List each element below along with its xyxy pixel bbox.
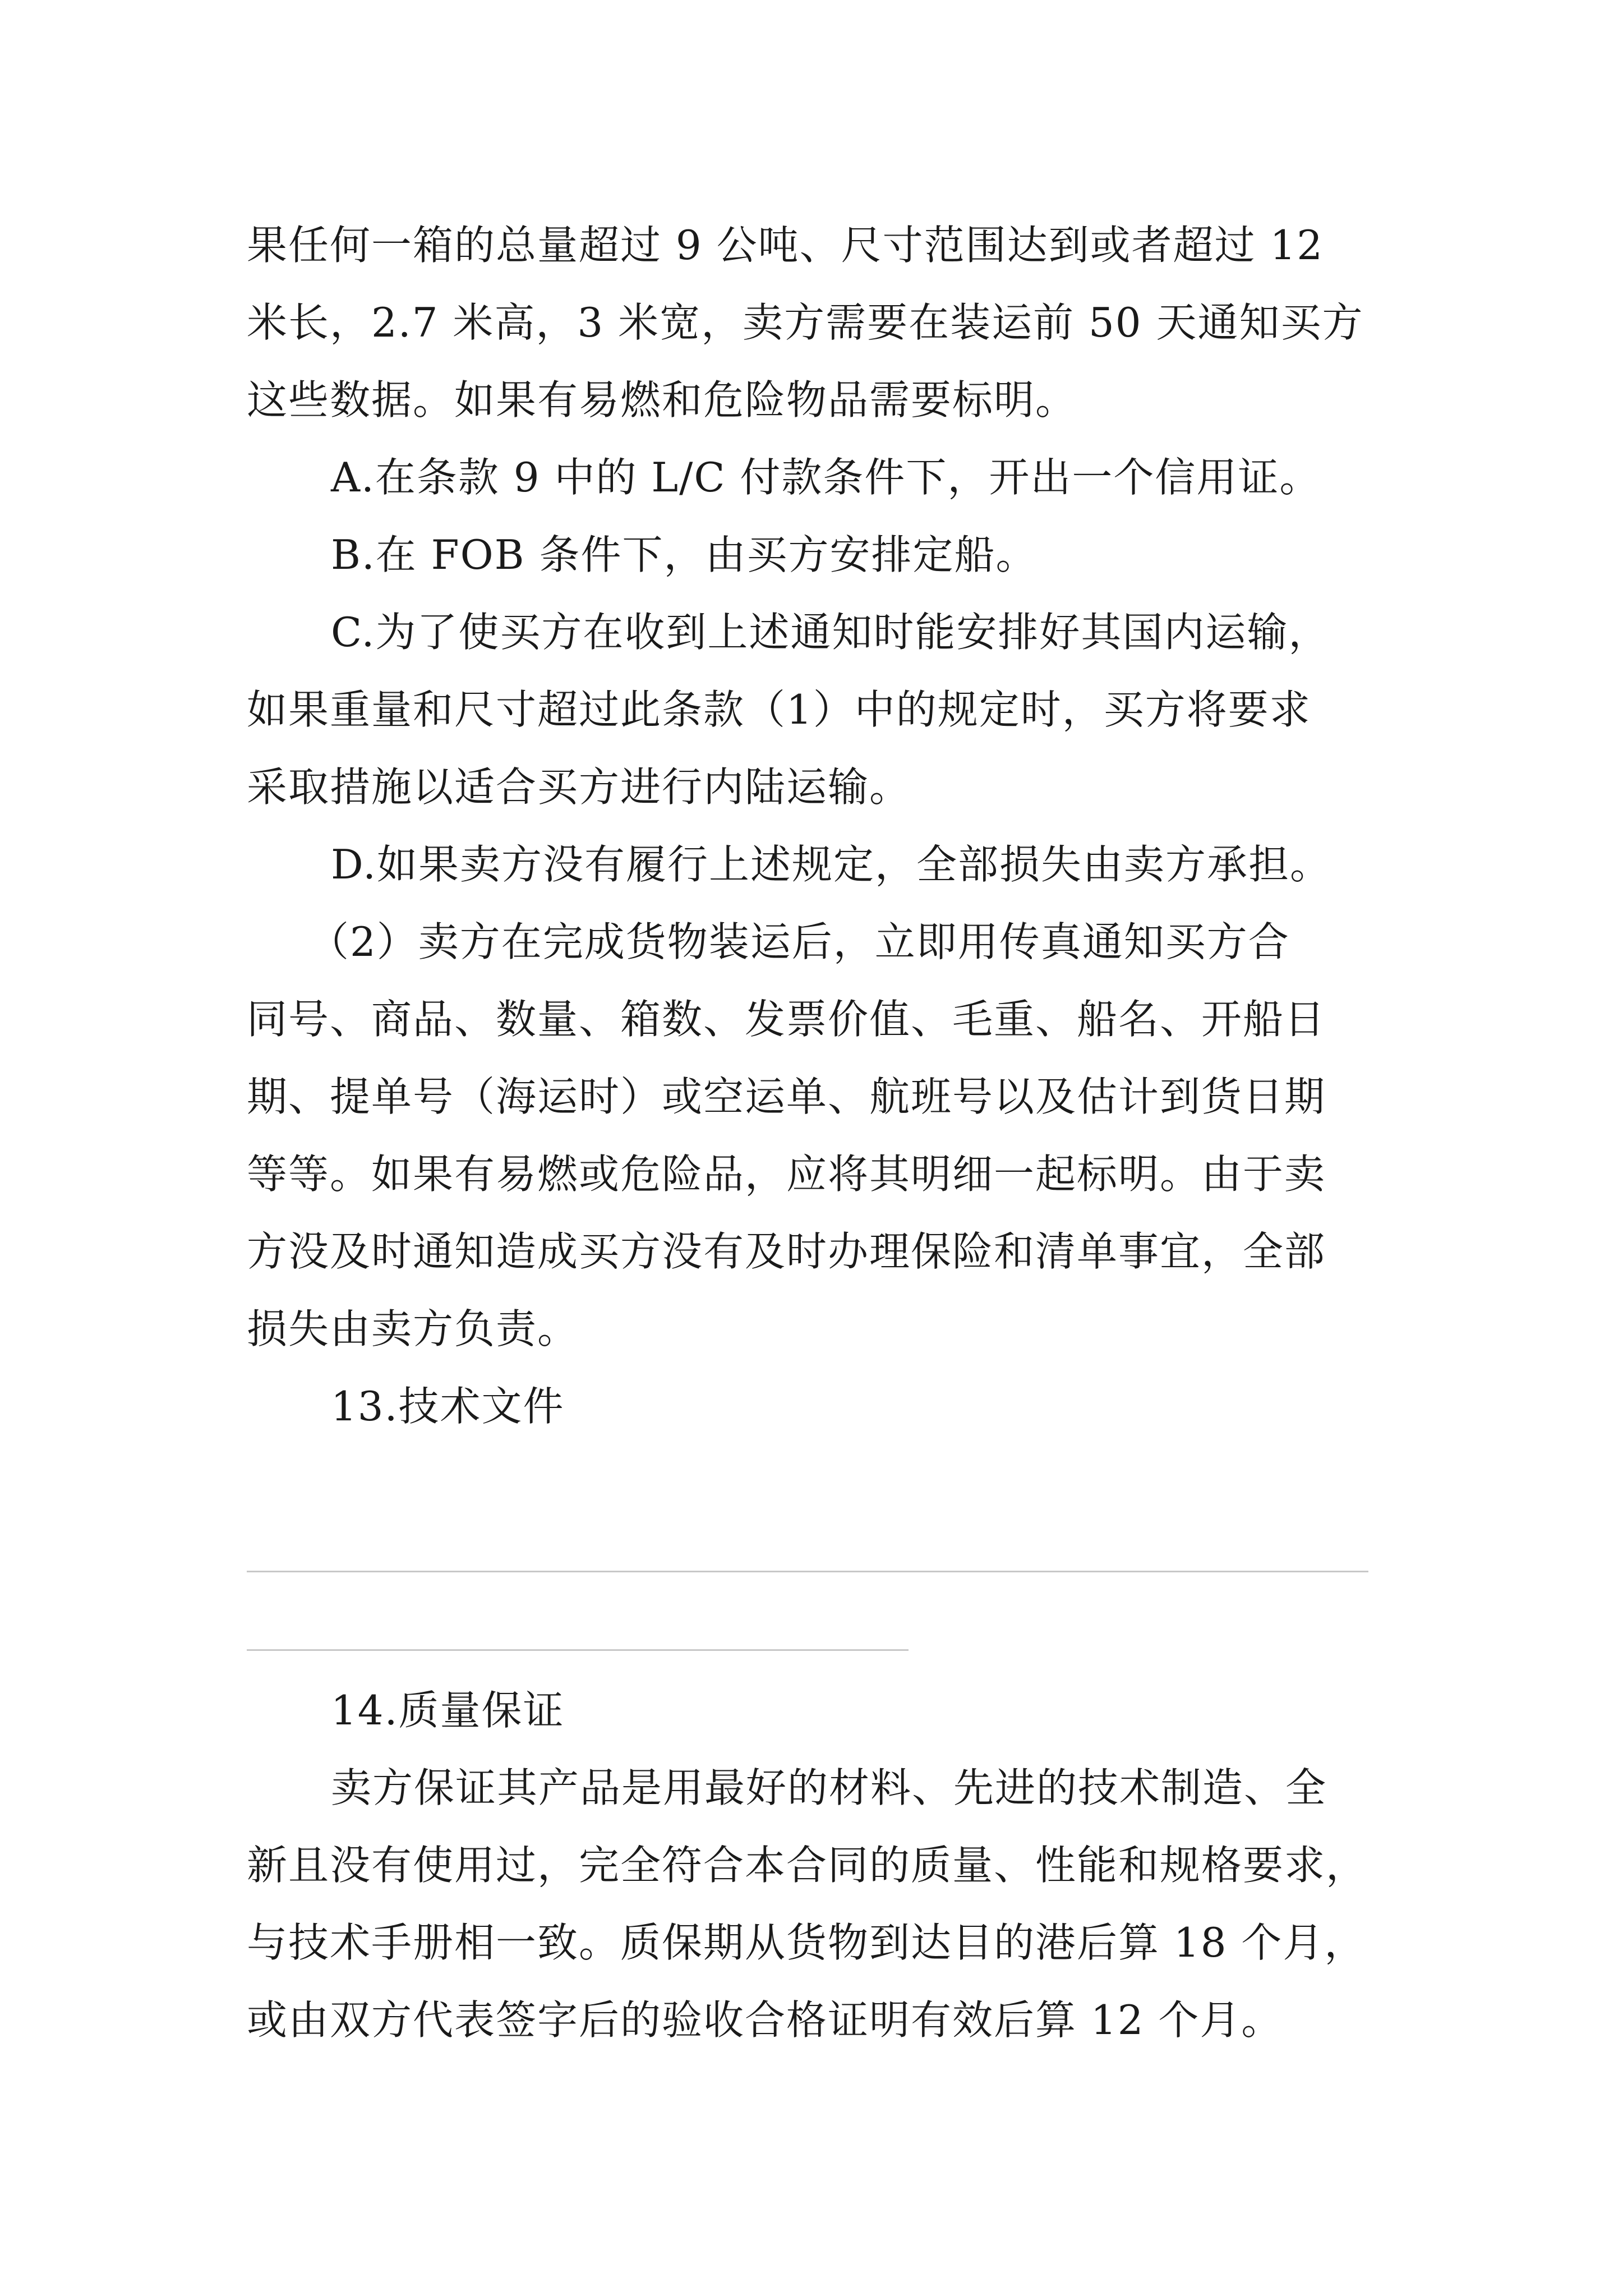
text-line: 损失由卖方负责。	[247, 1305, 579, 1352]
text-line: 或由双方代表签字后的验收合格证明有效后算 12 个月。	[247, 1996, 1283, 2044]
clause-d: D.如果卖方没有履行上述规定，全部损失由卖方承担。	[331, 841, 1332, 888]
section-heading-13: 13.技术文件	[331, 1383, 565, 1430]
text-line: 这些数据。如果有易燃和危险物品需要标明。	[247, 376, 1077, 424]
clause-2: （2）卖方在完成货物装运后，立即用传真通知买方合	[308, 918, 1290, 965]
text-line: 新且没有使用过，完全符合本合同的质量、性能和规格要求，	[247, 1842, 1368, 1889]
section-heading-14: 14.质量保证	[331, 1687, 565, 1734]
text-line: 等等。如果有易燃或危险品，应将其明细一起标明。由于卖	[247, 1151, 1326, 1198]
text-line: 同号、商品、数量、箱数、发票价值、毛重、船名、开船日	[247, 996, 1326, 1043]
clause-a: A.在条款 9 中的 L/C 付款条件下，开出一个信用证。	[331, 454, 1321, 501]
clause-c: C.为了使买方在收到上述通知时能安排好其国内运输，	[331, 609, 1330, 656]
clause-b: B.在 FOB 条件下，由买方安排定船。	[331, 531, 1038, 578]
text-line: 方没及时通知造成买方没有及时办理保险和清单事宜，全部	[247, 1228, 1326, 1275]
text-line: 采取措施以适合买方进行内陆运输。	[247, 763, 911, 811]
text-line: 如果重量和尺寸超过此条款（1）中的规定时，买方将要求	[247, 686, 1311, 733]
blank-fill-line	[247, 1571, 1368, 1572]
blank-fill-line	[247, 1649, 909, 1651]
text-line: 果任何一箱的总量超过 9 公吨、尺寸范围达到或者超过 12	[247, 222, 1324, 269]
text-line: 与技术手册相一致。质保期从货物到达目的港后算 18 个月，	[247, 1919, 1366, 1966]
text-line: 米长，2.7 米高，3 米宽，卖方需要在装运前 50 天通知买方	[247, 299, 1364, 346]
contract-text-block-2	[247, 1672, 1391, 2059]
text-line: 卖方保证其产品是用最好的材料、先进的技术制造、全	[331, 1764, 1327, 1811]
contract-text-block-1	[247, 206, 1391, 1445]
text-line: 期、提单号（海运时）或空运单、航班号以及估计到货日期	[247, 1073, 1326, 1120]
